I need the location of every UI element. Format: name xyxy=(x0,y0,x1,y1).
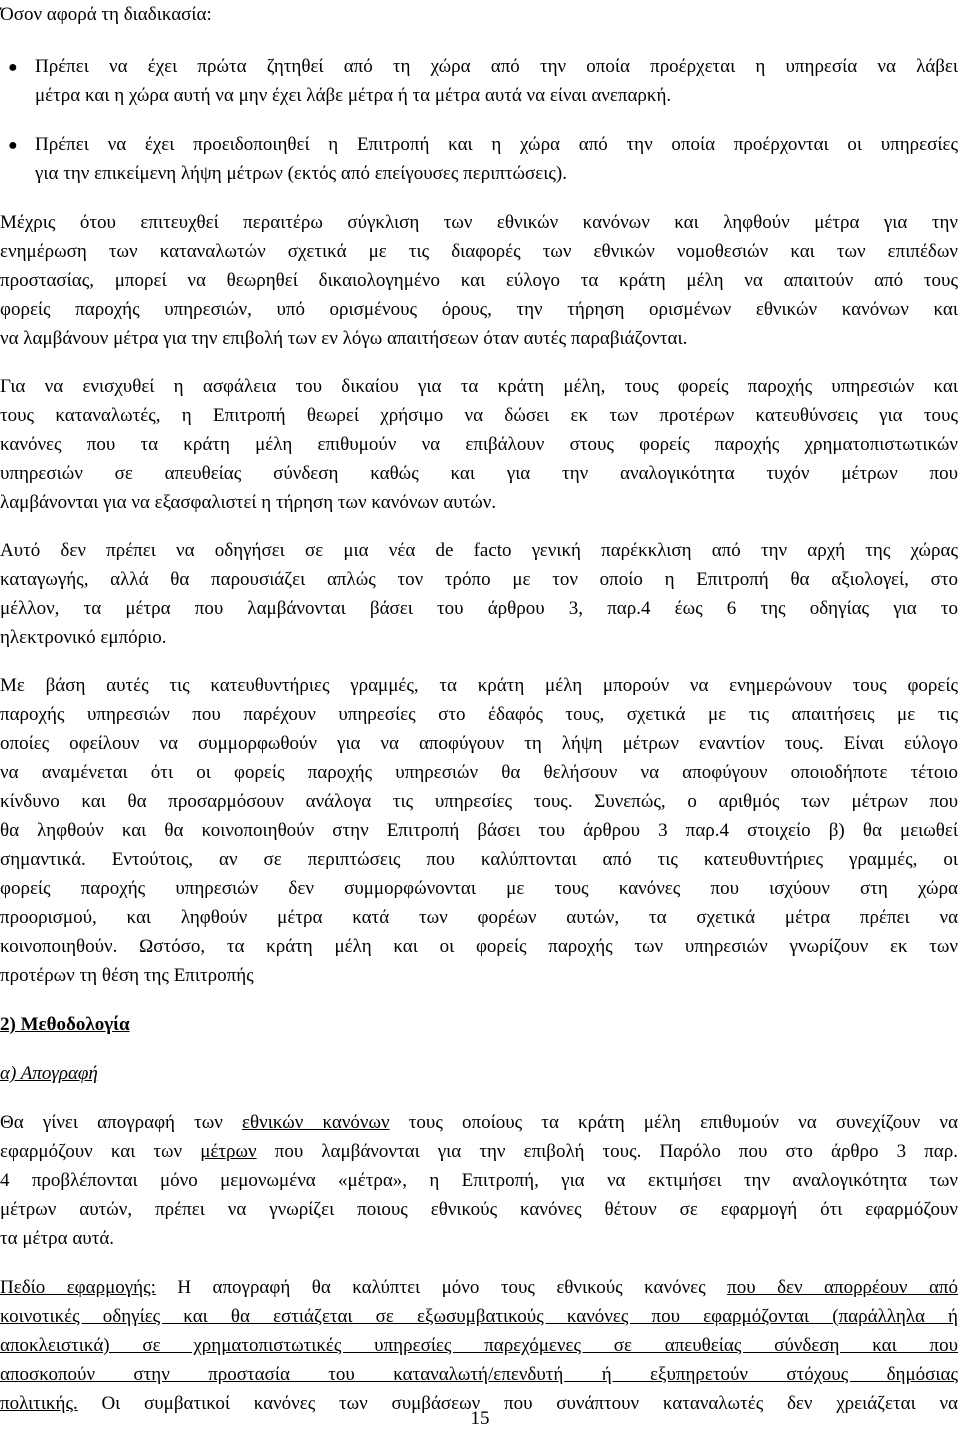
para1-line-5: να λαμβάνουν μέτρα για την επιβολή των εν λόγω απαιτήσεων όταν αυτές παραβιάζονται. xyxy=(0,328,688,349)
para4-line-1: Με βάση αυτές τις κατευθυντήριες γραμμές, τα κράτη μέλη μπορούν να ενημερώνουν τους φορείς xyxy=(0,675,958,696)
para1-line-4: φορείς παροχής υπηρεσιών, υπό ορισμένους όρους, την τήρηση ορισμένων εθνικών κανόνων και xyxy=(0,299,958,320)
measures-underlined: μέτρων xyxy=(200,1141,257,1162)
national-rules-underlined: εθνικών κανόνων xyxy=(242,1112,390,1133)
bullet-2-line-2: για την επικείμενη λήψη μέτρων (εκτός από επείγουσες περιπτώσεις). xyxy=(35,163,567,184)
para2-line-3: κανόνες που τα κράτη μέλη επιθυμούν να επιβάλουν στους φορείς παροχής χρηματοπιστωτικών xyxy=(0,434,958,455)
para5-line-1: Θα γίνει απογραφή των εθνικών κανόνων τους οποίους τα κράτη μέλη επιθυμούν να συνεχίζουν να xyxy=(0,1112,958,1133)
para6-line-5: πολιτικής. Οι συμβατικοί κανόνες των συμβάσεων που συνάπτουν καταναλωτές δεν χρειάζεται να xyxy=(0,1393,958,1414)
para5-line-2: εφαρμόζουν και των μέτρων που λαμβάνονται για την επιβολή τους. Παρόλο που στο άρθρο 3 παρ. xyxy=(0,1141,958,1162)
para1-line-3: προστασίας, μπορεί να θεωρηθεί δικαιολογημένο και εύλογο τα κράτη μέλη να απαιτούν από τους xyxy=(0,270,958,291)
para5-line-4: μέτρων αυτών, πρέπει να γνωρίζει ποιους εθνικούς κανόνες θέτουν σε εφαρμογή ότι εφαρμόζουν xyxy=(0,1199,958,1220)
para1-line-2: ενημέρωση των καταναλωτών σχετικά με τις διαφορές των εθνικών νομοθεσιών και των επιπέδων xyxy=(0,241,958,262)
para6-line-2: κοινοτικές οδηγίες και θα εστιάζεται σε εξωσυμβατικούς κανόνες που εφαρμόζονται (παράλληλα ή xyxy=(0,1306,958,1327)
scope-label: Πεδίο εφαρμογής: xyxy=(0,1277,156,1298)
para4-line-7: σημαντικά. Εντούτοις, αν σε περιπτώσεις που καλύπτονται από τις κατευθυντήριες γραμμές, οι xyxy=(0,849,958,870)
para6-line-3: αποκλειστικά) σε χρηματοπιστωτικές υπηρεσίες παρεχόμενες σε απευθείας σύνδεση και που xyxy=(0,1335,958,1356)
bullet-icon: ● xyxy=(8,137,18,154)
para6-line-1: Πεδίο εφαρμογής: Η απογραφή θα καλύπτει μόνο τους εθνικούς κανόνες που δεν απορρέουν από xyxy=(0,1277,958,1298)
bullet-1-line-1: Πρέπει να έχει πρώτα ζητηθεί από τη χώρα από την οποία προέρχεται η υπηρεσία να λάβει xyxy=(35,56,958,77)
para1-line-1: Μέχρις ότου επιτευχθεί περαιτέρω σύγκλιση των εθνικών κανόνων και ληφθούν μέτρα για την xyxy=(0,212,958,233)
para2-line-5: λαμβάνονται για να εξασφαλιστεί η τήρηση των κανόνων αυτών. xyxy=(0,492,497,513)
para3-line-3: μέλλον, τα μέτρα που λαμβάνονται βάσει του άρθρου 3, παρ.4 έως 6 της οδηγίας για το xyxy=(0,598,958,619)
bullet-icon: ● xyxy=(8,59,18,76)
para2-line-2: τους καταναλωτές, η Επιτροπή θεωρεί χρήσιμο να δώσει εκ των προτέρων κατευθύνσεις για τους xyxy=(0,405,958,426)
section-heading: 2) Μεθοδολογία xyxy=(0,1014,130,1035)
para4-line-6: θα ληφθούν και θα κοινοποιηθούν στην Επιτροπή βάσει του άρθρου 3 παρ.4 στοιχείο β) θα μειωθεί xyxy=(0,820,958,841)
para4-line-10: κοινοποιηθούν. Ωστόσο, τα κράτη μέλη και οι φορείς παροχής των υπηρεσιών γνωρίζουν εκ των xyxy=(0,936,958,957)
para4-line-2: παροχής υπηρεσιών που παρέχουν υπηρεσίες στο έδαφός τους, σχετικά με τις απαιτήσεις με τις xyxy=(0,704,958,725)
para3-line-2: καταγωγής, αλλά θα παρουσιάζει απλώς τον τρόπο με τον οποίο η Επιτροπή θα αξιολογεί, στο xyxy=(0,569,958,590)
page-number: 15 xyxy=(470,1408,490,1429)
bullet-2-line-1: Πρέπει να έχει προειδοποιηθεί η Επιτροπή και η χώρα από την οποία προέρχονται οι υπηρεσίες xyxy=(35,134,958,155)
para2-line-1: Για να ενισχυθεί η ασφάλεια του δικαίου για τα κράτη μέλη, τους φορείς παροχής υπηρεσιών και xyxy=(0,376,958,397)
para4-line-8: φορείς παροχής υπηρεσιών δεν συμμορφώνονται με τους κανόνες που ισχύουν στη χώρα xyxy=(0,878,958,899)
para4-line-4: να αναμένεται ότι οι φορείς παροχής υπηρεσιών θα θελήσουν να αποφύγουν οποιοδήποτε τέτοιο xyxy=(0,762,958,783)
para4-line-9: προορισμού, και ληφθούν μέτρα κατά των φορέων αυτών, τα σχετικά μέτρα πρέπει να xyxy=(0,907,958,928)
bullet-1-line-2: μέτρα και η χώρα αυτή να μην έχει λάβε μέτρα ή τα μέτρα αυτά να είναι ανεπαρκή. xyxy=(35,85,672,106)
para2-line-4: υπηρεσιών σε απευθείας σύνδεση καθώς και για την αναλογικότητα τυχόν μέτρων που xyxy=(0,463,958,484)
para4-line-3: οποίες οφείλουν να συμμορφωθούν για να αποφύγουν τη λήψη μέτρων εναντίον τους. Είναι εύλογο xyxy=(0,733,958,754)
para4-line-5: κίνδυνο και θα προσαρμόσουν ανάλογα τις υπηρεσίες τους. Συνεπώς, ο αριθμός των μέτρων που xyxy=(0,791,958,812)
para5-line-5: τα μέτρα αυτά. xyxy=(0,1228,115,1249)
subsection-heading: α) Απογραφή xyxy=(0,1063,98,1084)
para6-line-4: αποσκοπούν στην προστασία του καταναλωτή/επενδυτή ή εξυπηρετούν στόχους δημόσιας xyxy=(0,1364,958,1385)
intro-text: Όσον αφορά τη διαδικασία: xyxy=(0,4,212,25)
para3-line-1: Αυτό δεν πρέπει να οδηγήσει σε μια νέα de facto γενική παρέκκλιση από την αρχή της χώρας xyxy=(0,540,958,561)
para5-line-3: 4 προβλέπονται μόνο μεμονωμένα «μέτρα», η Επιτροπή, για να εκτιμήσει την αναλογικότητα των xyxy=(0,1170,958,1191)
para3-line-4: ηλεκτρονικό εμπόριο. xyxy=(0,627,167,648)
para4-line-11: προτέρων τη θέση της Επιτροπής xyxy=(0,965,254,986)
